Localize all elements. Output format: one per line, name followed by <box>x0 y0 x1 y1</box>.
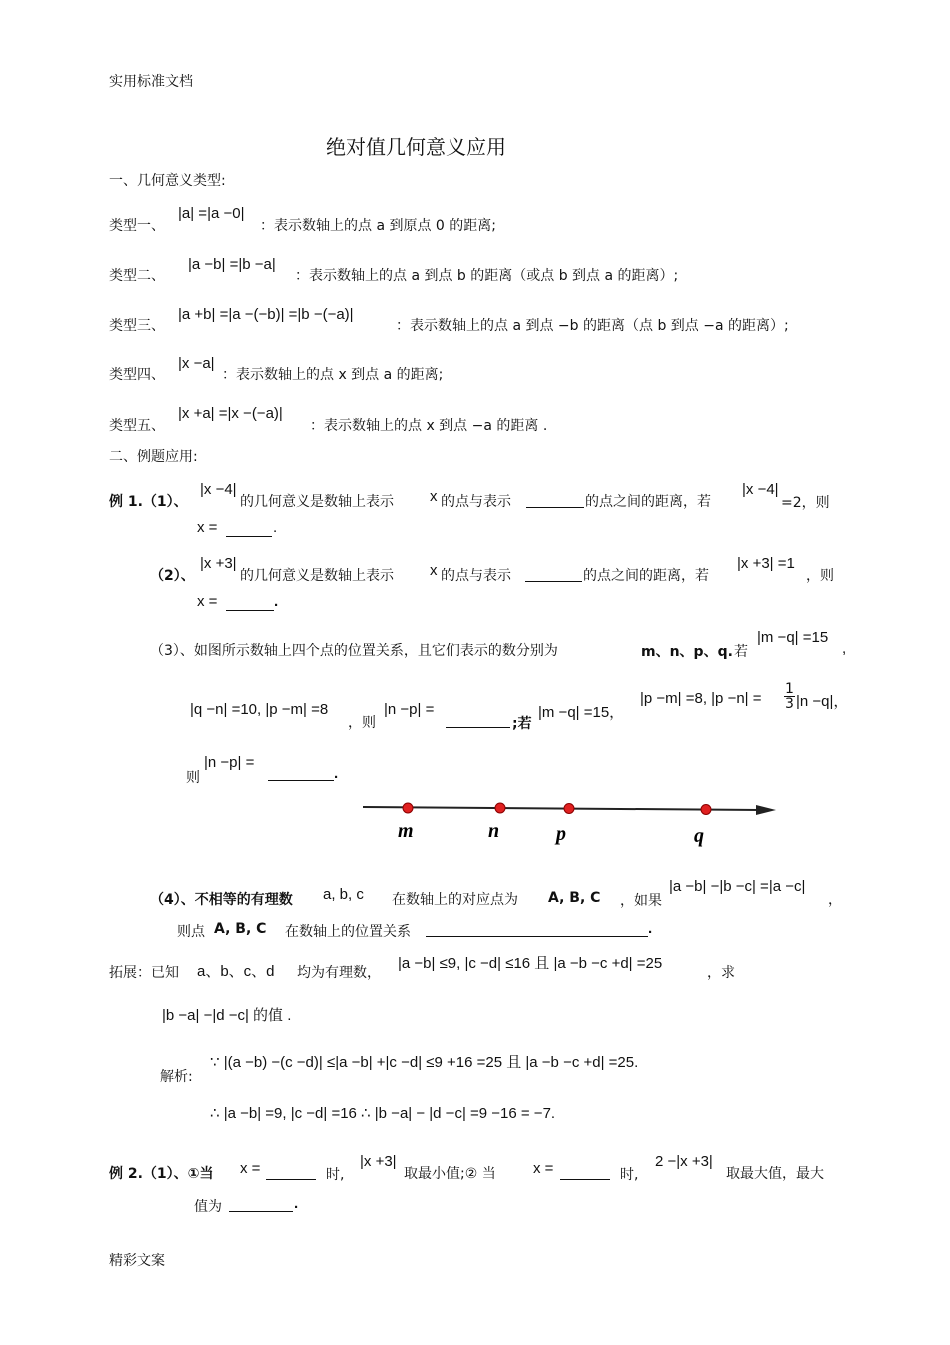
formula: |q −n| =10, |p −m| =8 <box>190 701 329 718</box>
variable: x <box>430 562 438 579</box>
type-label: 类型五、 <box>109 418 165 434</box>
text: ， <box>828 892 842 908</box>
type-description: ：表示数轴上的点 a 到点 b 的距离（或点 b 到点 a 的距离）; <box>295 268 679 284</box>
number-line-figure <box>360 795 780 855</box>
answer-blank[interactable] <box>266 1164 316 1180</box>
points: A, B, C <box>214 921 267 937</box>
text: ，则 <box>348 715 376 731</box>
example-1-lead: 例 1.（1）、 <box>109 494 188 510</box>
extension-lead: 拓展：已知 <box>109 965 179 981</box>
number-line-axis <box>363 807 760 810</box>
answer-blank[interactable] <box>229 1196 293 1212</box>
text: . <box>273 519 278 536</box>
text: 在数轴上的对应点为 <box>392 892 518 908</box>
answer-blank[interactable] <box>268 765 334 781</box>
text: =2，则 <box>781 495 830 511</box>
section-heading-1: 一、几何意义类型: <box>109 173 226 189</box>
text: , <box>842 640 847 657</box>
text: 在数轴上的位置关系 <box>285 924 411 940</box>
page-title: 绝对值几何意义应用 <box>326 135 506 159</box>
text: ，则 <box>806 568 834 584</box>
text: 时, <box>620 1167 639 1183</box>
axis-arrow-icon <box>756 805 776 815</box>
example-1-2-lead: （2）、 <box>150 568 195 584</box>
text: 的几何意义是数轴上表示 <box>240 494 394 510</box>
point-q <box>701 805 711 815</box>
page-footer: 精彩文案 <box>109 1253 165 1269</box>
type-formula: |a| =|a −0| <box>178 205 245 222</box>
text: 取最大值，最大 <box>726 1166 824 1182</box>
text: ，求 <box>707 965 735 981</box>
formula: |x +3| <box>360 1153 397 1170</box>
label-n: n <box>488 820 500 842</box>
type-description: ：表示数轴上的点 a 到原点 0 的距离; <box>260 218 497 234</box>
formula: 2 −|x +3| <box>655 1153 713 1170</box>
variable: x = <box>197 519 218 536</box>
formula: |x −4| <box>200 481 237 498</box>
example-2-lead: 例 2.（1）、①当 <box>109 1166 214 1182</box>
answer-blank[interactable] <box>525 566 582 582</box>
formula: |m −q| =15 <box>757 629 829 646</box>
variable: x = <box>533 1160 554 1177</box>
label-p: p <box>556 823 566 845</box>
type-label: 类型一、 <box>109 218 165 234</box>
text: 值为 <box>194 1199 222 1215</box>
variable: x <box>430 488 438 505</box>
section-heading-2: 二、例题应用: <box>109 449 198 465</box>
solution-line-1: ∵ |(a −b) −(c −d)| ≤|a −b| +|c −d| ≤9 +16 =25 且 |a −b −c +d| =25. <box>210 1054 639 1071</box>
example-1-3-lead: （3）、如图所示数轴上四个点的位置关系，且它们表示的数分别为 <box>150 643 558 659</box>
text: 则 <box>186 770 200 786</box>
fraction-numerator: 1 <box>785 681 794 697</box>
variables: a、b、c、d <box>197 963 275 980</box>
text: 取最小值;② 当 <box>404 1166 496 1182</box>
label-q: q <box>694 825 704 847</box>
type-label: 类型三、 <box>109 318 165 334</box>
question: |b −a| −|d −c| 的值 . <box>162 1007 292 1024</box>
text: ;若 <box>512 716 532 732</box>
points: A, B, C <box>548 890 601 906</box>
type-description: ：表示数轴上的点 x 到点 a 的距离; <box>222 367 444 383</box>
type-label: 类型二、 <box>109 268 165 284</box>
variable: x = <box>240 1160 261 1177</box>
solution-label: 解析: <box>160 1069 193 1085</box>
point-p <box>564 804 574 814</box>
solution-line-2: ∴ |a −b| =9, |c −d| =16 ∴ |b −a| − |d −c| =9 −16 = −7. <box>210 1105 556 1122</box>
formula: |a −b| ≤9, |c −d| ≤16 且 |a −b −c +d| =25 <box>398 955 663 972</box>
point-m <box>403 803 413 813</box>
type-formula: |a −b| =|b −a| <box>188 256 276 273</box>
label-m: m <box>398 820 414 842</box>
variables: a, b, c <box>323 886 364 903</box>
answer-blank[interactable] <box>226 595 274 611</box>
formula: |x +3| <box>200 555 237 572</box>
variables: m、n、p、q. <box>641 644 733 660</box>
fraction-denominator: 3 <box>785 696 794 712</box>
text: 的点与表示 <box>441 494 511 510</box>
text: . <box>648 920 653 937</box>
type-label: 类型四、 <box>109 367 165 383</box>
type-description: ：表示数轴上的点 a 到点 −b 的距离（点 b 到点 −a 的距离）; <box>396 318 789 334</box>
formula: |a −b| −|b −c| =|a −c| <box>669 878 806 895</box>
text: 时, <box>326 1167 345 1183</box>
formula: |x −4| <box>742 481 779 498</box>
text: ，如果 <box>620 893 662 909</box>
text: 的点与表示 <box>441 568 511 584</box>
variable: x = <box>197 593 218 610</box>
text: 的点之间的距离，若 <box>583 568 709 584</box>
text: . <box>294 1195 299 1212</box>
answer-blank[interactable] <box>426 921 648 937</box>
fraction <box>784 682 795 711</box>
text: 均为有理数， <box>297 965 381 981</box>
type-formula: |x +a| =|x −(−a)| <box>178 405 283 422</box>
page-header: 实用标准文档 <box>109 74 193 90</box>
text: . <box>334 765 339 782</box>
point-n <box>495 803 505 813</box>
type-description: ：表示数轴上的点 x 到点 −a 的距离 . <box>310 418 548 434</box>
text: 则点 <box>177 924 205 940</box>
text: 的点之间的距离，若 <box>585 494 711 510</box>
example-1-4-lead: （4）、不相等的有理数 <box>150 892 293 908</box>
formula: |n −p| = <box>204 754 255 771</box>
text: 的几何意义是数轴上表示 <box>240 568 394 584</box>
text: 若 <box>734 644 748 660</box>
formula: |x +3| =1 <box>737 555 795 572</box>
answer-blank[interactable] <box>526 492 584 508</box>
answer-blank[interactable] <box>446 712 510 728</box>
formula: |n −p| = <box>384 701 435 718</box>
formula: |p −m| =8, |p −n| = <box>640 690 762 707</box>
answer-blank[interactable] <box>226 521 272 537</box>
type-formula: |x −a| <box>178 355 215 372</box>
formula: |n −q|， <box>796 693 849 710</box>
text: . <box>274 593 279 610</box>
type-formula: |a +b| =|a −(−b)| =|b −(−a)| <box>178 306 354 323</box>
answer-blank[interactable] <box>560 1164 610 1180</box>
formula: |m −q| =15， <box>538 704 625 721</box>
